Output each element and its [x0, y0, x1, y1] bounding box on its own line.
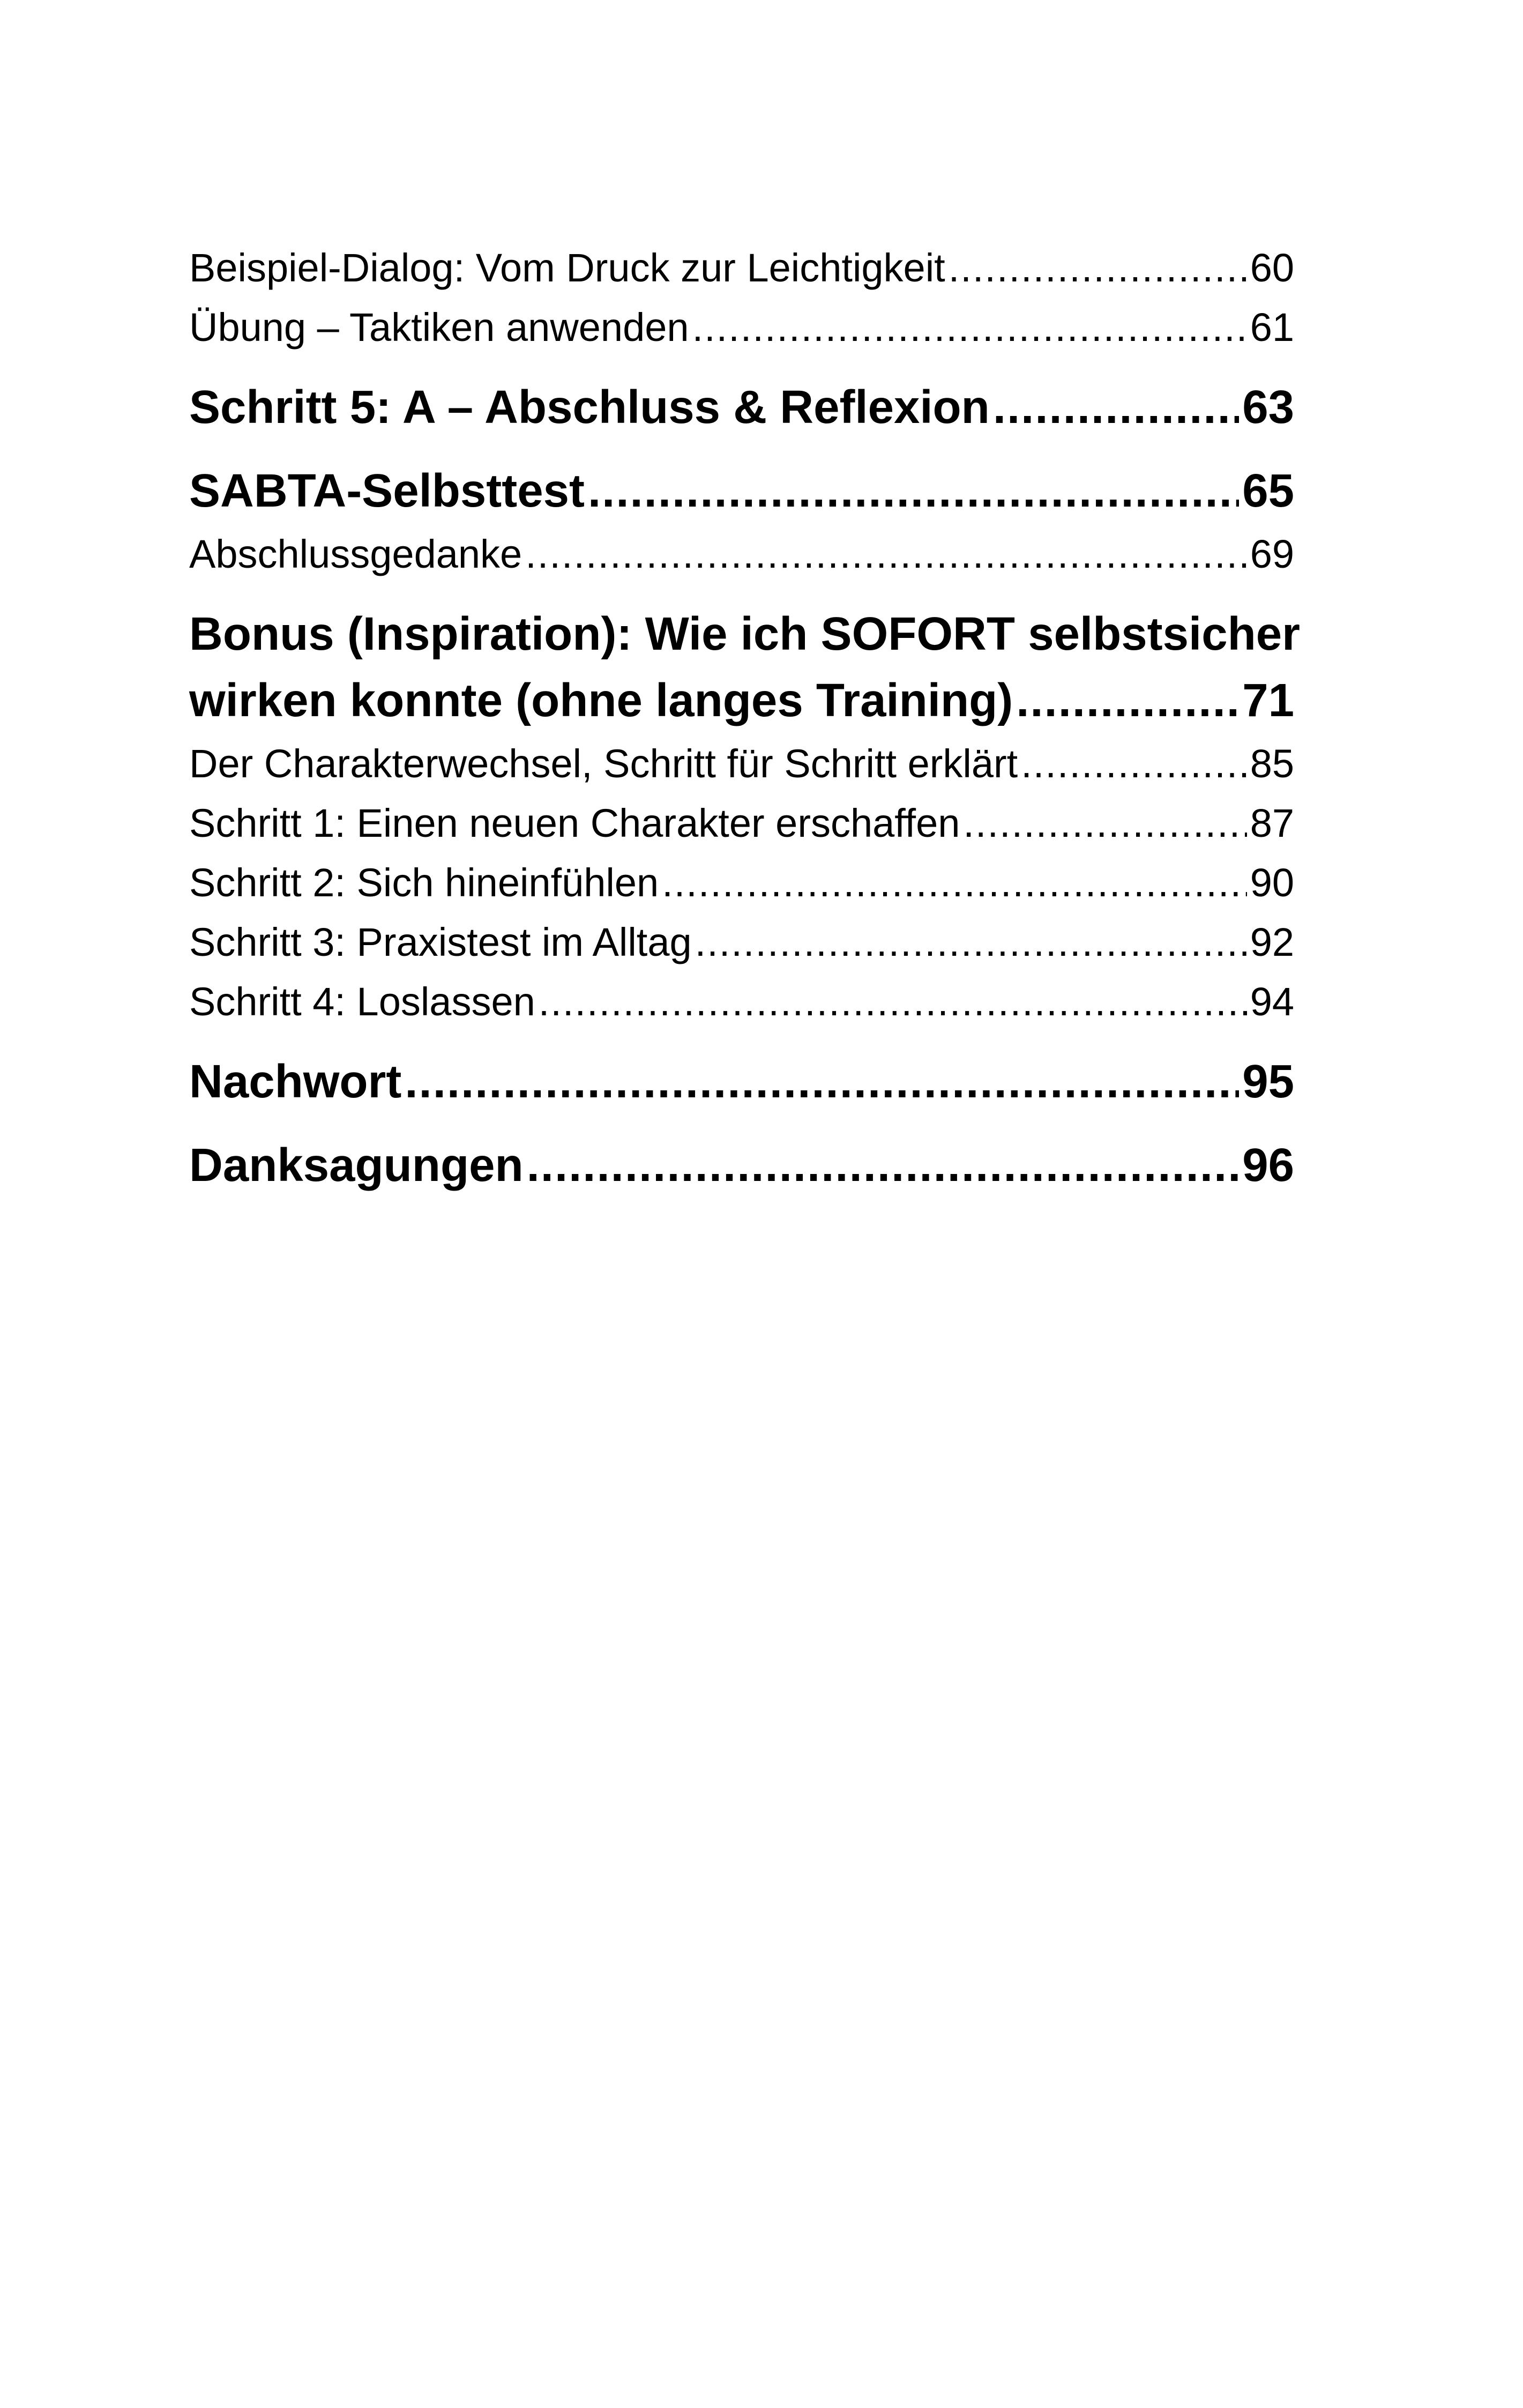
dot-leader — [963, 793, 1246, 853]
toc-entry-title: Abschlussgedanke — [189, 532, 522, 576]
toc-entry-page: 94 — [1250, 979, 1294, 1024]
toc-entry-title: SABTA-Selbsttest — [189, 465, 585, 517]
toc-entry[interactable] — [189, 853, 1294, 912]
toc-entry-title: Nachwort — [189, 1056, 402, 1108]
dot-leader — [539, 972, 1247, 1031]
toc-chapter-entry[interactable] — [189, 458, 1294, 524]
toc-entry[interactable] — [189, 972, 1294, 1031]
toc-entry[interactable] — [189, 912, 1294, 972]
toc-chapter-entry[interactable] — [189, 1132, 1294, 1199]
toc-entry-title: Danksagungen — [189, 1139, 524, 1191]
toc-entry-title-line1: Bonus (Inspiration): Wie ich SOFORT selbstsicher — [189, 608, 1300, 660]
toc-chapter-entry[interactable] — [189, 374, 1294, 441]
toc-entry-page: 85 — [1250, 741, 1294, 786]
toc-chapter-entry-bonus[interactable] — [189, 601, 1300, 734]
toc-entry-page: 63 — [1242, 381, 1294, 433]
toc-entry-title: Schritt 4: Loslassen — [189, 979, 535, 1024]
table-of-contents — [189, 238, 1300, 1199]
dot-leader — [525, 524, 1246, 584]
toc-entry-title: Schritt 1: Einen neuen Charakter erschaffen — [189, 801, 960, 845]
dot-leader — [692, 298, 1247, 357]
toc-entry-title: Übung – Taktiken anwenden — [189, 305, 689, 350]
toc-entry-page: 95 — [1242, 1056, 1294, 1108]
toc-entry-title: Schritt 5: A – Abschluss & Reflexion — [189, 381, 990, 433]
dot-leader — [1021, 734, 1246, 793]
dot-leader — [588, 458, 1239, 524]
toc-entry-page: 61 — [1250, 305, 1294, 350]
toc-entry-page: 96 — [1242, 1139, 1294, 1191]
dot-leader — [662, 853, 1247, 912]
toc-entry[interactable] — [189, 524, 1294, 584]
toc-entry-title: Beispiel-Dialog: Vom Druck zur Leichtigkeit — [189, 246, 945, 290]
toc-entry[interactable] — [189, 238, 1294, 298]
toc-entry[interactable] — [189, 298, 1294, 357]
toc-entry-title: Der Charakterwechsel, Schritt für Schritt erklärt — [189, 741, 1018, 786]
toc-chapter-entry[interactable] — [189, 1049, 1294, 1115]
dot-leader — [695, 912, 1247, 972]
toc-entry-title: Schritt 3: Praxistest im Alltag — [189, 920, 692, 964]
toc-entry-second-line — [189, 667, 1294, 734]
toc-entry-page: 90 — [1250, 860, 1294, 905]
toc-entry-page: 92 — [1250, 920, 1294, 964]
toc-entry[interactable] — [189, 793, 1294, 853]
toc-entry-title-line2: wirken konnte (ohne langes Training) — [189, 674, 1013, 726]
toc-entry-title: Schritt 2: Sich hineinfühlen — [189, 860, 659, 905]
dot-leader — [405, 1049, 1239, 1115]
toc-entry-page: 60 — [1250, 246, 1294, 290]
toc-entry-page: 69 — [1250, 532, 1294, 576]
toc-entry-page: 65 — [1242, 465, 1294, 517]
toc-entry[interactable] — [189, 734, 1294, 793]
dot-leader — [993, 374, 1239, 441]
dot-leader — [527, 1132, 1240, 1199]
toc-entry-page: 71 — [1242, 674, 1294, 726]
dot-leader — [949, 238, 1247, 298]
dot-leader — [1016, 667, 1239, 734]
toc-entry-page: 87 — [1250, 801, 1294, 845]
